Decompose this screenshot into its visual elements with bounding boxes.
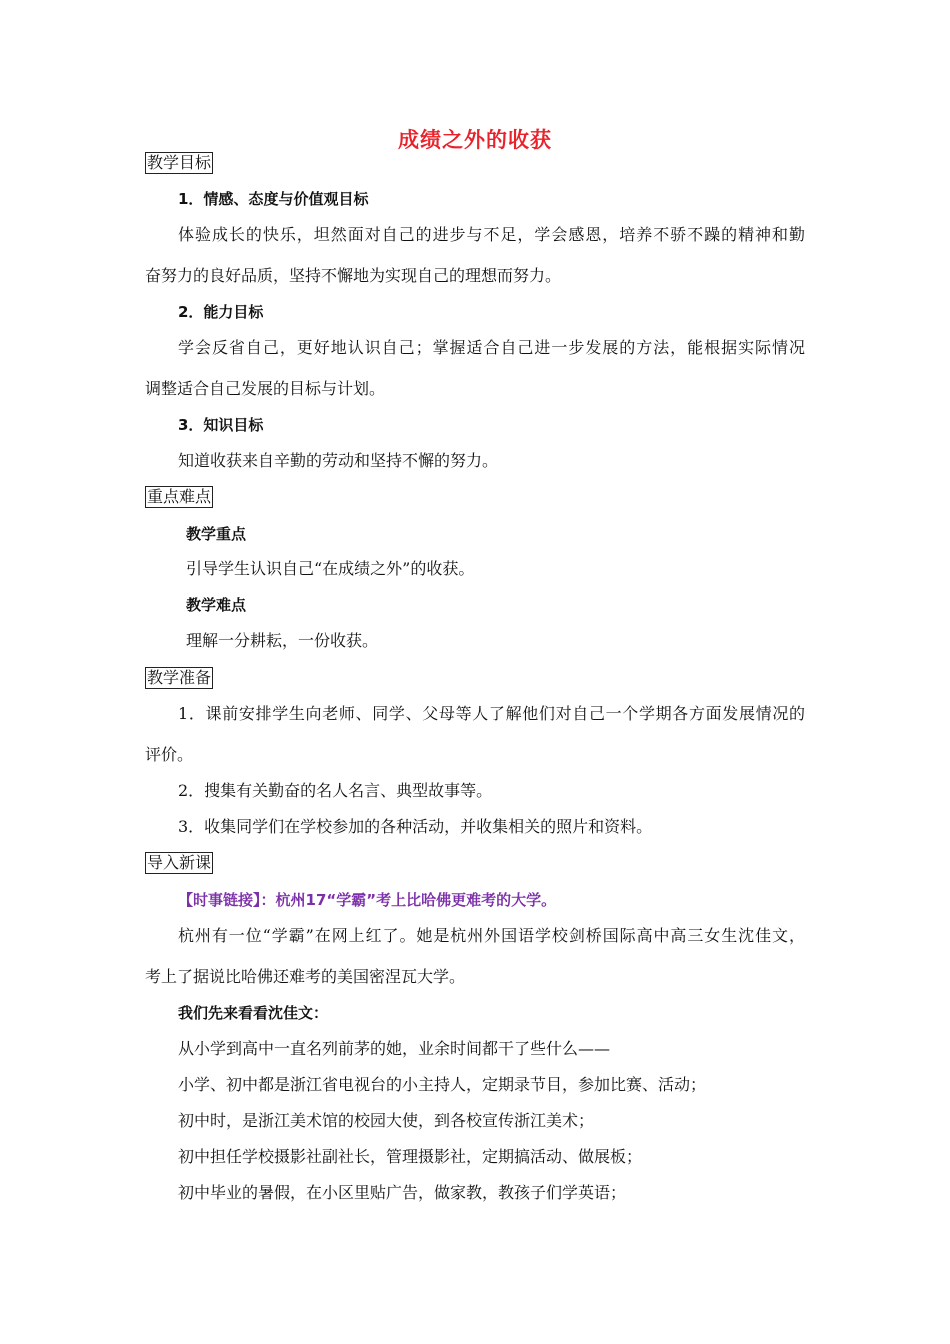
intro-subheading: 我们先来看看沈佳文：	[178, 1004, 329, 1022]
objective-paragraph-1-line-1: 体验成长的快乐，坦然面对自己的进步与不足，学会感恩，培养不骄不躁的精神和勤	[178, 225, 805, 244]
list-item: 初中担任学校摄影社副社长，管理摄影社，定期搞活动、做展板；	[178, 1147, 643, 1166]
teaching-focus-label: 教学重点	[186, 525, 247, 543]
current-affairs-link: 【时事链接】：杭州17“学霸”考上比哈佛更难考的大学。	[178, 891, 557, 909]
list-item: 初中毕业的暑假，在小区里贴广告，做家教，教孩子们学英语；	[178, 1183, 627, 1202]
objective-paragraph-3: 知道收获来自辛勤的劳动和坚持不懈的努力。	[178, 451, 499, 470]
objective-paragraph-2-line-1: 学会反省自己，更好地认识自己；掌握适合自己进一步发展的方法，能根据实际情况	[178, 338, 805, 357]
preparation-item-1-line-2: 评价。	[145, 745, 194, 764]
objective-heading-3: 3．知识目标	[178, 416, 264, 434]
teaching-difficulty-label: 教学难点	[186, 596, 247, 614]
list-item: 初中时，是浙江美术馆的校园大使，到各校宣传浙江美术；	[178, 1111, 595, 1130]
objective-heading-2: 2．能力目标	[178, 303, 264, 321]
teaching-difficulty-text: 理解一分耕耘，一份收获。	[186, 631, 379, 650]
preparation-item-3: 3．收集同学们在学校参加的各种活动，并收集相关的照片和资料。	[178, 817, 653, 836]
preparation-item-2: 2．搜集有关勤奋的名人名言、典型故事等。	[178, 781, 493, 800]
document-title: 成绩之外的收获	[398, 128, 552, 152]
section-label-key-points: 重点难点	[147, 487, 212, 506]
section-label-objectives: 教学目标	[147, 153, 212, 172]
list-item: 从小学到高中一直名列前茅的她，业余时间都干了些什么——	[178, 1039, 611, 1058]
section-label-intro: 导入新课	[147, 853, 212, 872]
objective-paragraph-2-line-2: 调整适合自己发展的目标与计划。	[145, 379, 386, 398]
teaching-focus-text: 引导学生认识自己“在成绩之外”的收获。	[186, 559, 475, 578]
section-label-preparation: 教学准备	[147, 668, 212, 687]
intro-paragraph-line-2: 考上了据说比哈佛还难考的美国密涅瓦大学。	[145, 967, 466, 986]
objective-heading-1: 1．情感、态度与价值观目标	[178, 190, 369, 208]
list-item: 小学、初中都是浙江省电视台的小主持人，定期录节目，参加比赛、活动；	[178, 1075, 707, 1094]
objective-paragraph-1-line-2: 奋努力的良好品质，坚持不懈地为实现自己的理想而努力。	[145, 266, 562, 285]
intro-paragraph-line-1: 杭州有一位“学霸”在网上红了。她是杭州外国语学校剑桥国际高中高三女生沈佳文，	[178, 926, 805, 945]
preparation-item-1-line-1: 1．课前安排学生向老师、同学、父母等人了解他们对自己一个学期各方面发展情况的	[178, 704, 805, 723]
